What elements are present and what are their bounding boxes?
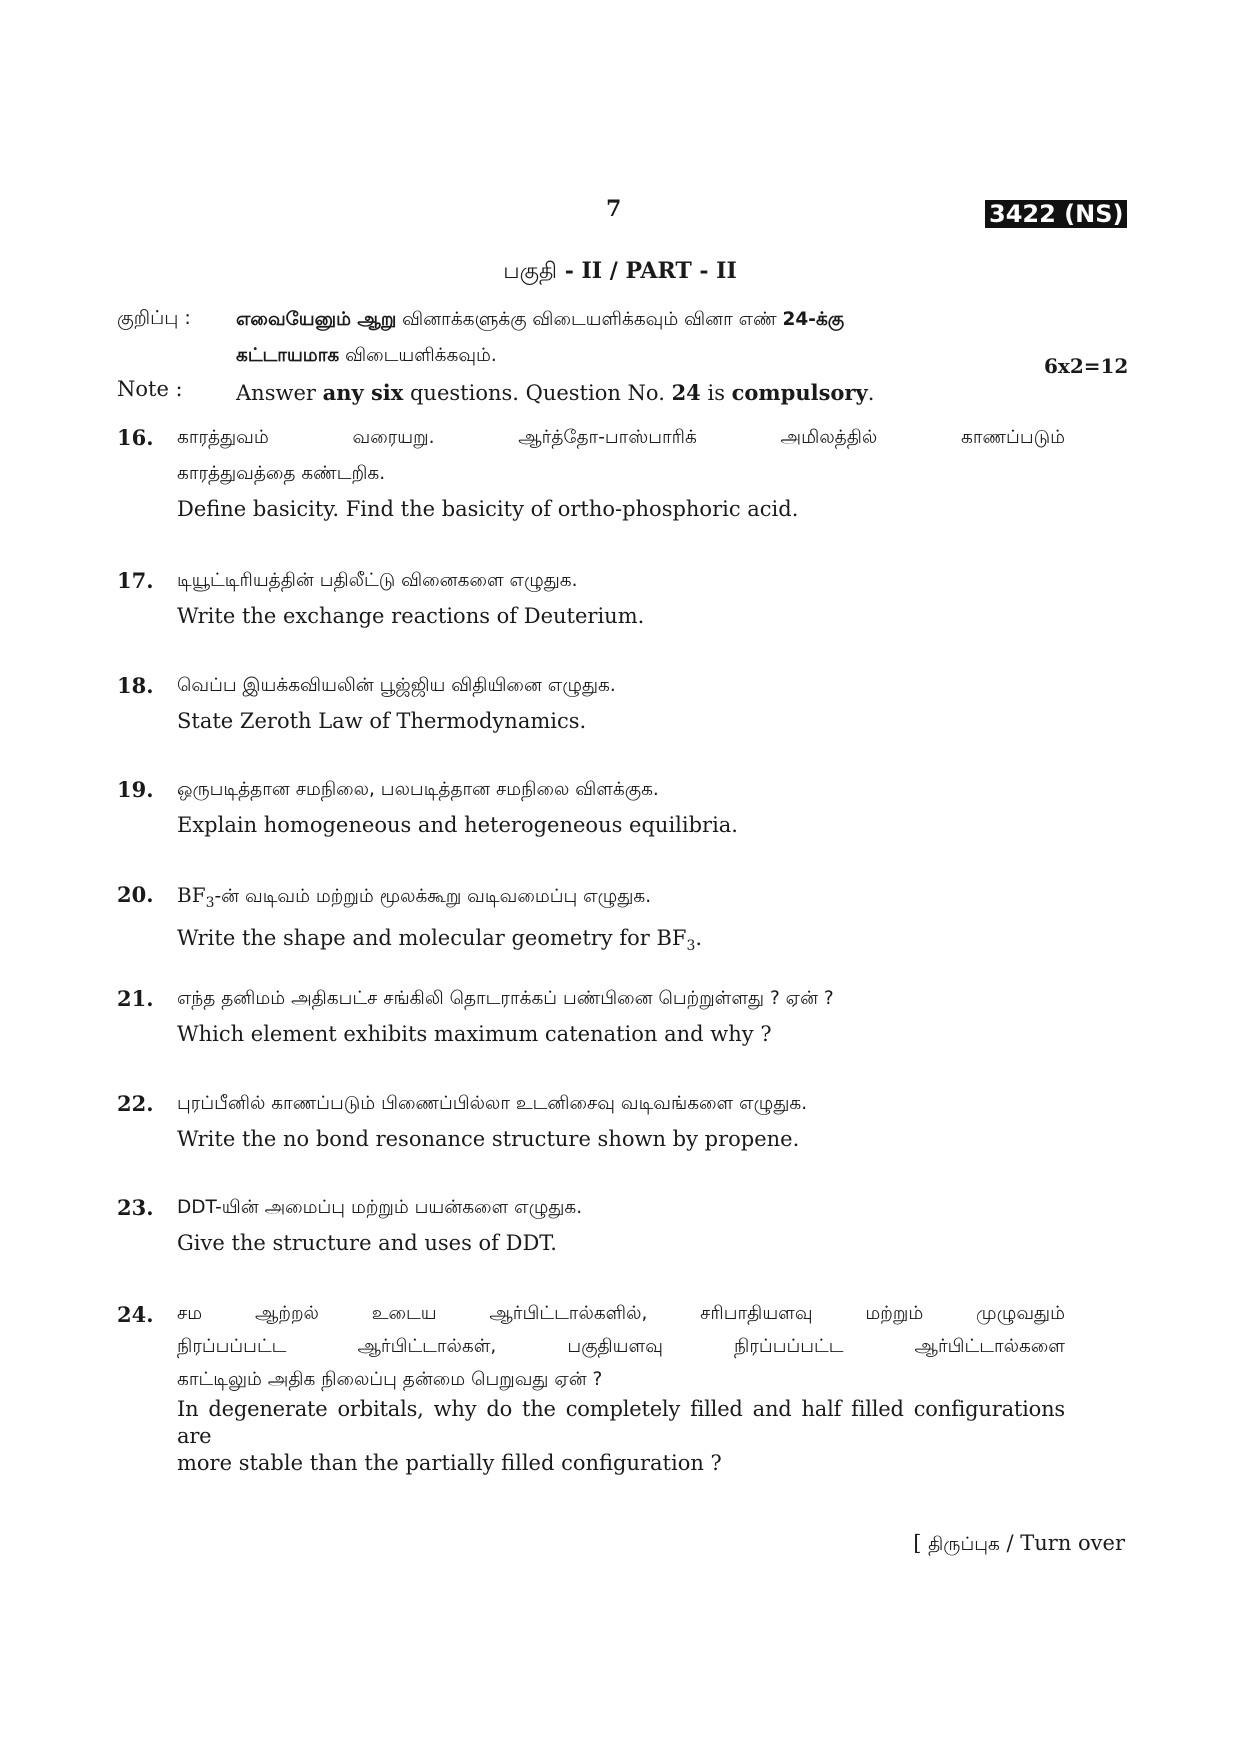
question-number: 16.	[117, 425, 154, 450]
question-number: 17.	[117, 568, 154, 593]
note-emphasis-question-number: 24	[671, 380, 701, 405]
turn-over-note	[880, 1531, 1125, 1557]
turn-over-tamil: திருப்புக	[928, 1534, 1000, 1555]
note-text-2: questions. Question No.	[403, 381, 672, 405]
question-text-english: Which element exhibits maximum catenation and why ?	[177, 1022, 772, 1046]
note-text-1: Answer	[236, 381, 323, 405]
instruction-tamil-line-2	[236, 338, 1056, 374]
question-22	[117, 1086, 1065, 1157]
question-english-text: Write the shape and molecular geometry for BF	[177, 926, 687, 950]
question-text-english: Write the exchange reactions of Deuterium.	[177, 604, 645, 628]
question-24	[117, 1297, 1065, 1477]
question-19	[117, 772, 1065, 843]
instruction-tamil-text-1: வினாக்களுக்கு விடையளிக்கவும் வினா எண்	[396, 309, 783, 330]
question-text-english: State Zeroth Law of Thermodynamics.	[177, 709, 587, 733]
question-text-english: Give the structure and uses of DDT.	[177, 1231, 557, 1255]
question-text-tamil	[177, 877, 1065, 921]
question-text-tamil: எந்த தனிமம் அதிகபட்ச சங்கிலி தொடராக்கப் பண்பினை பெற்றுள்ளது ? ஏன் ?	[177, 988, 834, 1009]
instruction-text-english	[236, 375, 1066, 411]
instruction-tamil-text-2: விடையளிக்கவும்.	[339, 345, 497, 366]
formula-bf3	[177, 883, 215, 911]
formula-subscript: 3	[205, 895, 215, 911]
instruction-label-english: Note :	[117, 377, 183, 401]
question-text-tamil-line-2: நிரப்பப்பட்ட ஆர்பிட்டால்கள், பகுதியளவு நிரப்பப்பட்ட ஆர்பிட்டால்களை	[177, 1336, 1065, 1357]
instruction-tamil-emphasis-any-six: எவையேனும் ஆறு	[236, 309, 397, 330]
instruction-tamil-line-1	[236, 302, 1056, 338]
question-text-english: Write the no bond resonance structure shown by propene.	[177, 1127, 800, 1151]
question-21	[117, 981, 1065, 1052]
question-text-tamil: ஒருபடித்தான சமநிலை, பலபடித்தான சமநிலை விளக்குக.	[177, 779, 659, 800]
question-number: 23.	[117, 1195, 154, 1220]
question-text-tamil-line-3: காட்டிலும் அதிக நிலைப்பு தன்மை பெறுவது ஏன் ?	[177, 1369, 603, 1390]
note-emphasis-compulsory: compulsory	[731, 380, 868, 405]
note-text-3: is	[700, 381, 732, 405]
question-20	[117, 877, 1065, 964]
formula-subscript: 3	[686, 938, 696, 955]
part-title	[0, 258, 1240, 287]
question-text-tamil-line-1: சம ஆற்றல் உடைய ஆர்பிட்டால்களில், சரிபாதியளவு மற்றும் முழுவதும்	[177, 1303, 1065, 1324]
question-text-tamil-line-2: காரத்துவத்தை கண்டறிக.	[177, 463, 386, 484]
question-number: 24.	[117, 1302, 154, 1327]
question-number: 20.	[117, 882, 154, 907]
instruction-label-tamil: குறிப்பு :	[117, 307, 191, 329]
part-title-tamil: பகுதி	[503, 259, 558, 284]
formula-text: BF	[177, 883, 206, 907]
question-text-english	[177, 921, 1065, 964]
turn-over-separator: /	[999, 1531, 1021, 1555]
question-number: 19.	[117, 777, 154, 802]
part-title-separator: -	[557, 258, 582, 284]
question-english-end: .	[695, 926, 703, 950]
page-number: 7	[606, 196, 622, 222]
question-text-tamil-rest: -ன் வடிவம் மற்றும் மூலக்கூறு வடிவமைப்பு எழுதுக.	[214, 886, 652, 907]
question-text-english: Define basicity. Find the basicity of ortho-phosphoric acid.	[177, 497, 799, 521]
instruction-text-tamil	[236, 302, 1056, 374]
question-number: 21.	[117, 986, 154, 1011]
question-number: 18.	[117, 673, 154, 698]
note-emphasis-any-six: any six	[322, 380, 404, 405]
question-text-english-line-1: In degenerate orbitals, why do the completely filled and half filled configurations are	[177, 1397, 1065, 1448]
question-23	[117, 1190, 1065, 1261]
part-title-english: II / PART - II	[581, 258, 737, 284]
paper-code-badge: 3422 (NS)	[985, 200, 1127, 228]
instruction-tamil-emphasis-compulsory: கட்டாயமாக	[236, 345, 340, 366]
question-text-tamil-line-1: காரத்துவம் வரையறு. ஆர்த்தோ-பாஸ்பாரிக் அமிலத்தில் காணப்படும்	[177, 427, 1065, 448]
question-18	[117, 668, 1065, 739]
question-text-tamil: புரப்பீனில் காணப்படும் பிணைப்பில்லா உடனிசைவு வடிவங்களை எழுதுக.	[177, 1093, 808, 1114]
note-text-4: .	[867, 381, 875, 405]
question-text-tamil: டியூட்டிரியத்தின் பதிலீட்டு வினைகளை எழுதுக.	[177, 570, 578, 591]
question-text-tamil: DDT-யின் அமைப்பு மற்றும் பயன்களை எழுதுக.	[177, 1197, 583, 1218]
question-16	[117, 420, 1065, 527]
turn-over-english: Turn over	[1020, 1531, 1125, 1555]
turn-over-bracket: [	[913, 1531, 929, 1555]
question-17	[117, 563, 1065, 634]
instruction-tamil-emphasis-question: 24-க்கு	[782, 309, 845, 330]
question-text-tamil: வெப்ப இயக்கவியலின் பூஜ்ஜிய விதியினை எழுதுக.	[177, 675, 616, 696]
question-number: 22.	[117, 1091, 154, 1116]
question-text-english-line-2: more stable than the partially filled configuration ?	[177, 1451, 722, 1475]
question-text-english: Explain homogeneous and heterogeneous equilibria.	[177, 813, 738, 837]
marks-allocation: 6x2=12	[1044, 354, 1129, 378]
